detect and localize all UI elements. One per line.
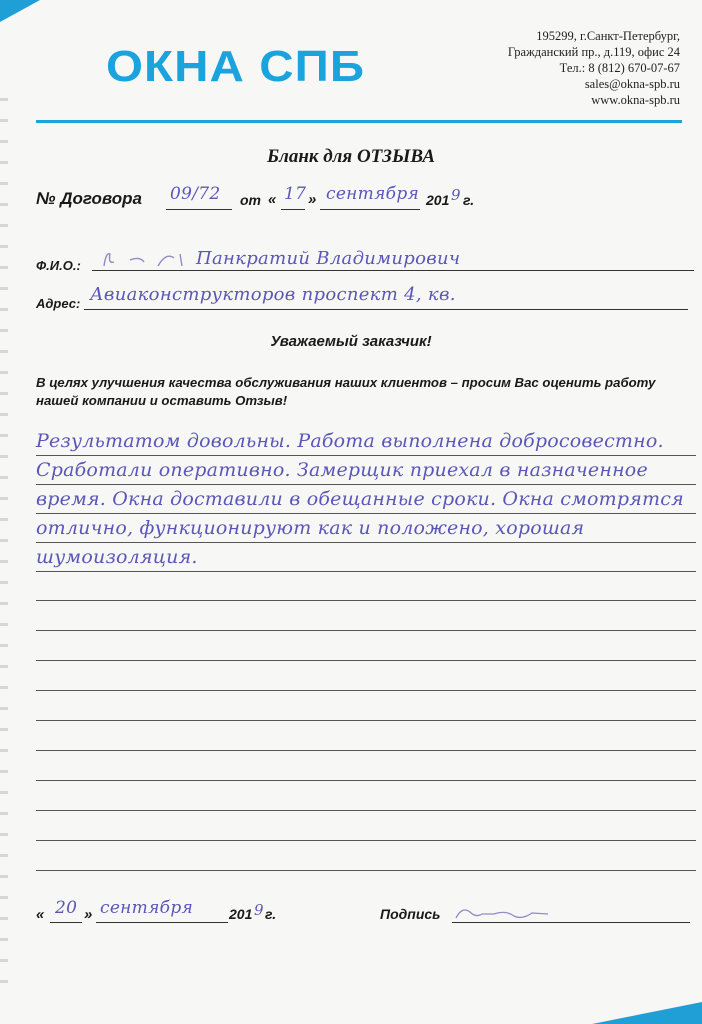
contract-from-label: от bbox=[240, 192, 261, 208]
date-year-suffix: г. bbox=[265, 906, 277, 922]
date-month-value: сентября bbox=[100, 898, 194, 918]
review-line-3: время. Окна доставили в обещанные сроки. Окна смотрятся bbox=[36, 488, 684, 510]
contact-phone: Тел.: 8 (812) 670-07-67 bbox=[559, 61, 680, 75]
header-divider bbox=[36, 120, 682, 123]
greeting-heading: Уважаемый заказчик! bbox=[270, 333, 432, 350]
ruled-line bbox=[36, 870, 696, 871]
ruled-line bbox=[36, 660, 696, 661]
contract-year-digit: 9 bbox=[451, 186, 461, 204]
date-year-digit: 9 bbox=[254, 901, 264, 919]
binding-holes bbox=[0, 80, 8, 1000]
ruled-line bbox=[36, 513, 696, 514]
date-day-line bbox=[50, 922, 82, 923]
intro-text: В целях улучшения качества обслуживания наших клиентов – просим Вас оценить работу нашей компании и оставить Отзыв! bbox=[36, 375, 656, 408]
contract-year-prefix: 201 bbox=[426, 192, 450, 208]
fio-line bbox=[92, 270, 694, 271]
contract-day-value: 17 bbox=[284, 184, 307, 204]
contract-number-value: 09/72 bbox=[170, 184, 221, 204]
ruled-line bbox=[36, 720, 696, 721]
ruled-line bbox=[36, 571, 696, 572]
company-contacts bbox=[508, 28, 680, 108]
ruled-line bbox=[36, 484, 696, 485]
review-line-4: отлично, функционируют как и положено, хорошая bbox=[36, 517, 585, 539]
contract-label: № Договора bbox=[36, 189, 142, 208]
contact-email: sales@okna-spb.ru bbox=[584, 77, 680, 91]
ruled-line bbox=[36, 810, 696, 811]
fio-redacted-scribble bbox=[100, 248, 190, 272]
date-quote-open: « bbox=[36, 906, 45, 923]
date-year-prefix: 201 bbox=[229, 906, 253, 922]
contact-address-city: 195299, г.Санкт-Петербург, bbox=[536, 29, 680, 43]
contract-year-suffix: г. bbox=[463, 192, 475, 208]
date-day-value: 20 bbox=[55, 898, 78, 918]
signature-label: Подпись bbox=[380, 906, 441, 922]
review-line-2: Сработали оперативно. Замерщик приехал в назначенное bbox=[36, 459, 648, 481]
ruled-line bbox=[36, 840, 696, 841]
signature-line bbox=[452, 922, 690, 923]
ruled-line bbox=[36, 600, 696, 601]
ruled-line bbox=[36, 780, 696, 781]
date-quote-close: » bbox=[84, 906, 93, 923]
ruled-line bbox=[36, 455, 696, 456]
corner-decoration-top bbox=[0, 0, 40, 22]
contract-quote-close: » bbox=[308, 191, 317, 208]
review-line-1: Результатом довольны. Работа выполнена добросовестно. bbox=[36, 430, 664, 452]
date-month-line bbox=[96, 922, 228, 923]
contract-month-value: сентября bbox=[326, 184, 420, 204]
address-line bbox=[84, 309, 688, 310]
contract-quote-open: « bbox=[268, 191, 277, 208]
address-label: Адрес: bbox=[36, 296, 81, 311]
fio-value: Панкратий Владимирович bbox=[196, 248, 461, 269]
contract-month-line bbox=[320, 209, 420, 210]
contact-address-street: Гражданский пр., д.119, офис 24 bbox=[507, 45, 680, 59]
contact-website: www.okna-spb.ru bbox=[591, 93, 680, 107]
form-title: Бланк для ОТЗЫВА bbox=[267, 146, 435, 167]
contract-number-line bbox=[166, 209, 232, 210]
ruled-line bbox=[36, 542, 696, 543]
corner-decoration-bottom bbox=[592, 1002, 702, 1024]
company-logo: ОКНА СПБ bbox=[106, 42, 366, 91]
ruled-line bbox=[36, 750, 696, 751]
review-line-5: шумоизоляция. bbox=[36, 546, 198, 568]
fio-label: Ф.И.О.: bbox=[36, 258, 81, 273]
ruled-line bbox=[36, 630, 696, 631]
address-value: Авиаконструкторов проспект 4, кв. bbox=[90, 284, 456, 305]
ruled-line bbox=[36, 690, 696, 691]
contract-day-line bbox=[281, 209, 305, 210]
